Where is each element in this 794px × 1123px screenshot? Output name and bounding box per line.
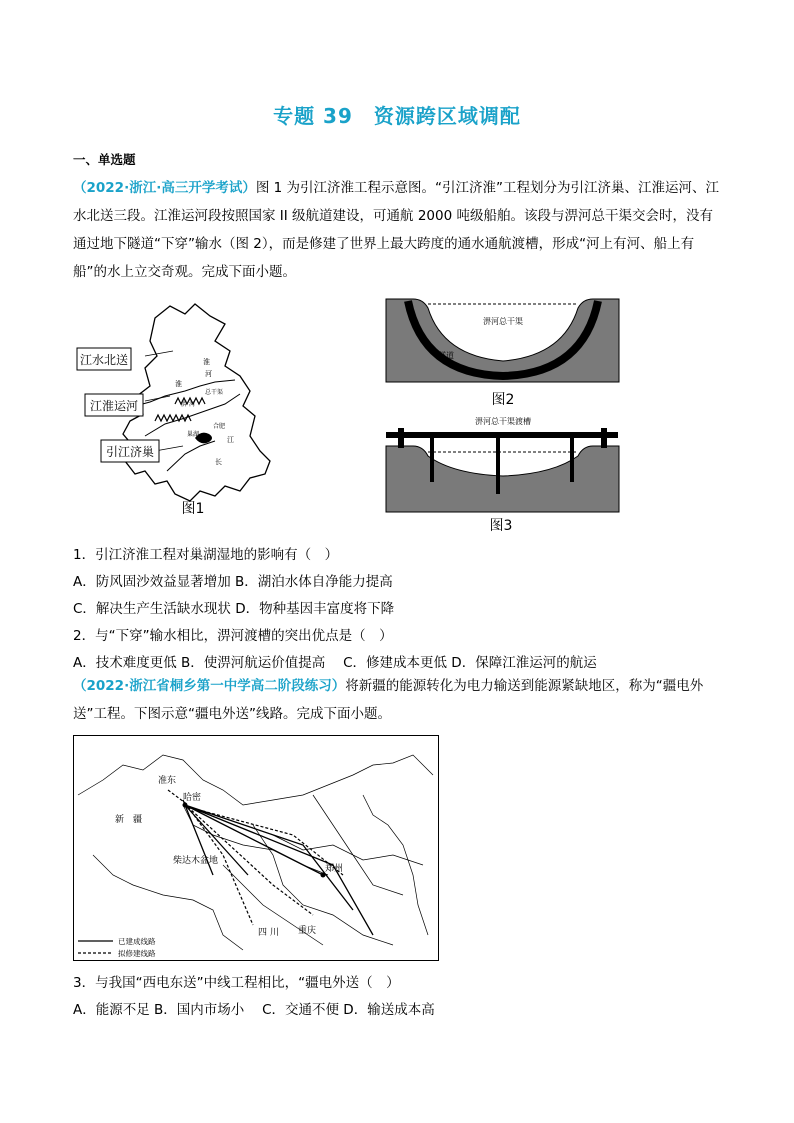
map-label: 江 [227,436,234,444]
question-3-options: A．能源不足 B．国内市场小 C．交通不便 D．输送成本高 [73,1002,435,1018]
fig1-label-canal: 江淮运河 [89,399,139,413]
figure-2-tunnel [383,296,623,411]
map-place: 新 疆 [115,815,143,825]
map-place: 哈密 [183,793,202,803]
map-place: 四 川 [258,928,279,938]
fig3-caption: 图3 [489,518,513,534]
fig2-caption: 图2 [491,392,515,408]
map-label: 总干渠 [205,389,224,396]
question-2-options: A．技术难度更低 B．使淠河航运价值提高 C．修建成本更低 D．保障江淮运河的航运 [73,655,597,671]
figure-1-map [75,296,300,521]
figure-3-aqueduct [383,414,623,534]
question-3-stem: 3．与我国“西电东送”中线工程相比，“疆电外送（ ） [73,975,400,991]
map-label: 淮 [175,380,182,388]
figure-4-map [73,735,439,961]
passage-2-source: （2022·浙江省桐乡第一中学高二阶段练习） [73,678,346,694]
page-title: 专题 39 资源跨区域调配 [273,104,521,128]
map-label: 河 [205,370,212,378]
passage-2-text: 将新疆的能源转化为电力输送到能源紧缺地区，称为“疆电外送”工程。下图示意“疆电外送”线路。完成下面小题。 [73,678,704,722]
fig1-label-north: 江水北送 [79,353,129,367]
map-label: 巢湖 [187,431,200,438]
map-label: 长 [215,458,222,466]
fig3-label: 淠河总干渠渡槽 [475,417,531,426]
question-2-stem: 2．与“下穿”输水相比，淠河渡槽的突出优点是（ ） [73,628,393,644]
map-label: 合肥 [213,423,226,430]
fig2-tunnel-label: 隧道 [438,351,454,360]
legend-planned: 拟修建线路 [118,949,156,958]
passage-1 [73,174,725,286]
map-place: 柴达木盆地 [173,856,219,866]
map-label: 淮 [203,358,210,366]
question-1-options: A．防风固沙效益显著增加 B．湖泊水体自净能力提高 [73,574,393,590]
map-label: 河 [189,401,196,408]
map-place: 准东 [158,776,177,786]
map-place: 郑州 [325,864,344,874]
question-1-stem: 1．引江济淮工程对巢湖湿地的影响有（ ） [73,547,339,563]
passage-1-source: （2022·浙江·高三开学考试） [73,180,256,196]
fig1-label-chao: 引江济巢 [105,445,155,459]
fig2-channel-label: 淠河总干渠 [483,317,523,326]
map-place: 重庆 [298,926,317,936]
passage-1-text: 图 1 为引江济淮工程示意图。“引江济淮”工程划分为引江济巢、江淮运河、江水北送三段。江淮运河段按照国家 II 级航道建设，可通航 2000 吨级船舶。该段与淠河总干渠交会时，没有通过地下隧道“下穿”输水（图 2），而是修建了世界上最大跨度的通水通航渡槽，形成“河上有河、船上有船”的水上立交奇观。完成下面小题。 [73,180,720,280]
fig1-caption: 图1 [181,501,205,517]
question-1-options: C．解决生产生活缺水现状 D．物种基因丰富度将下降 [73,601,395,617]
section-heading: 一、单选题 [73,152,136,167]
passage-2 [73,672,725,728]
map-label: 淠 [181,401,188,408]
legend-built: 已建成线路 [118,937,156,946]
